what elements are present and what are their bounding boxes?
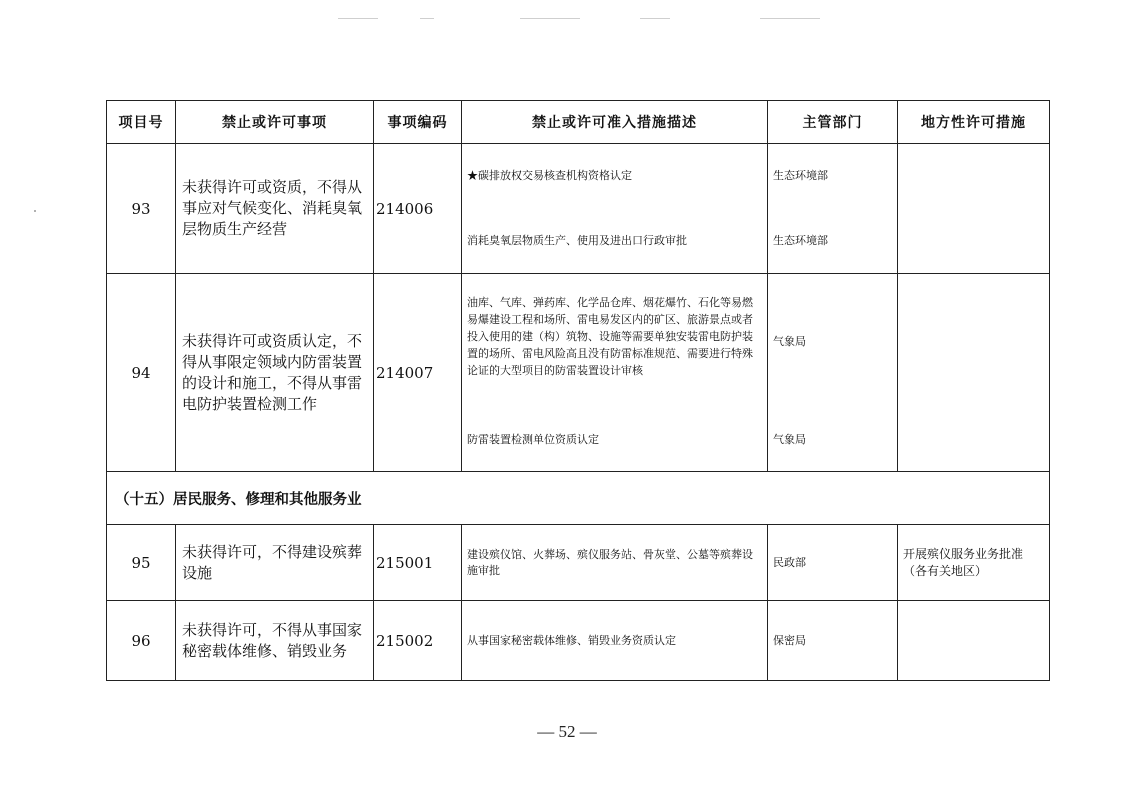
- scan-artifact: [520, 18, 580, 19]
- row-local: [898, 274, 1050, 472]
- row-number: 95: [107, 525, 176, 601]
- header-item: 禁止或许可事项: [176, 101, 374, 144]
- table-row: [107, 601, 1050, 681]
- row-local: [898, 601, 1050, 681]
- row-item: 未获得许可，不得建设殡葬设施: [176, 525, 374, 601]
- measure-description: ★碳排放权交易核查机构资格认定: [467, 169, 632, 182]
- scan-artifact: [760, 18, 820, 19]
- page-number: — 52 —: [537, 722, 597, 741]
- scan-speck: [34, 210, 36, 212]
- row-code: 214006: [374, 144, 462, 274]
- row-item: 未获得许可或资质认定，不得从事限定领域内防雷装置的设计和施工，不得从事雷电防护装置检测工作: [176, 274, 374, 472]
- section-title: （十五）居民服务、修理和其他服务业: [107, 472, 1050, 525]
- table-row: [107, 144, 1050, 274]
- row-local: [898, 525, 1050, 601]
- row-number: 96: [107, 601, 176, 681]
- measure-description: 建设殡仪馆、火葬场、殡仪服务站、骨灰堂、公墓等殡葬设施审批: [467, 547, 753, 577]
- row-code: 214007: [374, 274, 462, 472]
- scan-artifact: [338, 18, 378, 19]
- row-item: 未获得许可或资质，不得从事应对气候变化、消耗臭氧层物质生产经营: [176, 144, 374, 274]
- row-descriptions: [462, 144, 768, 274]
- measure-description: 油库、气库、弹药库、化学品仓库、烟花爆竹、石化等易燃易爆建设工程和场所、雷电易发区内的矿区、旅游景点或者投入使用的建（构）筑物、设施等需要单独安装雷电防护装置的场所、雷电风险高且没有防雷标准规范、需要进行特殊论证的大型项目的防雷装置设计审核: [467, 296, 753, 377]
- row-description: [462, 525, 768, 601]
- measure-description: 从事国家秘密载体维修、销毁业务资质认定: [467, 633, 676, 647]
- measure-description: 消耗臭氧层物质生产、使用及进出口行政审批: [467, 234, 687, 247]
- table-header-row: [107, 101, 1050, 144]
- measure-department: 生态环境部: [773, 169, 828, 182]
- row-description: [462, 601, 768, 681]
- row-local: [898, 144, 1050, 274]
- row-code: 215001: [374, 525, 462, 601]
- header-description: 禁止或许可准入措施描述: [462, 101, 768, 144]
- local-measure: 开展殡仪服务业务批准（各有关地区）: [903, 546, 1024, 578]
- header-code: 事项编码: [374, 101, 462, 144]
- scan-artifact: [420, 18, 434, 19]
- section-row: [107, 472, 1050, 525]
- row-departments: [768, 274, 898, 472]
- row-number: 94: [107, 274, 176, 472]
- measure-department: 保密局: [773, 633, 806, 647]
- row-number: 93: [107, 144, 176, 274]
- table-row: [107, 525, 1050, 601]
- measure-department: 气象局: [773, 433, 806, 446]
- row-item: 未获得许可，不得从事国家秘密载体维修、销毁业务: [176, 601, 374, 681]
- measure-department: 生态环境部: [773, 234, 828, 247]
- header-local: 地方性许可措施: [898, 101, 1050, 144]
- permit-table: [106, 100, 1050, 681]
- row-department: [768, 525, 898, 601]
- measure-description: 防雷装置检测单位资质认定: [467, 433, 599, 446]
- row-code: 215002: [374, 601, 462, 681]
- measure-department: 气象局: [773, 335, 806, 348]
- header-number: 项目号: [107, 101, 176, 144]
- scan-artifact: [640, 18, 670, 19]
- row-departments: [768, 144, 898, 274]
- table-row: [107, 274, 1050, 472]
- header-department: 主管部门: [768, 101, 898, 144]
- row-descriptions: [462, 274, 768, 472]
- row-department: [768, 601, 898, 681]
- measure-department: 民政部: [773, 555, 806, 569]
